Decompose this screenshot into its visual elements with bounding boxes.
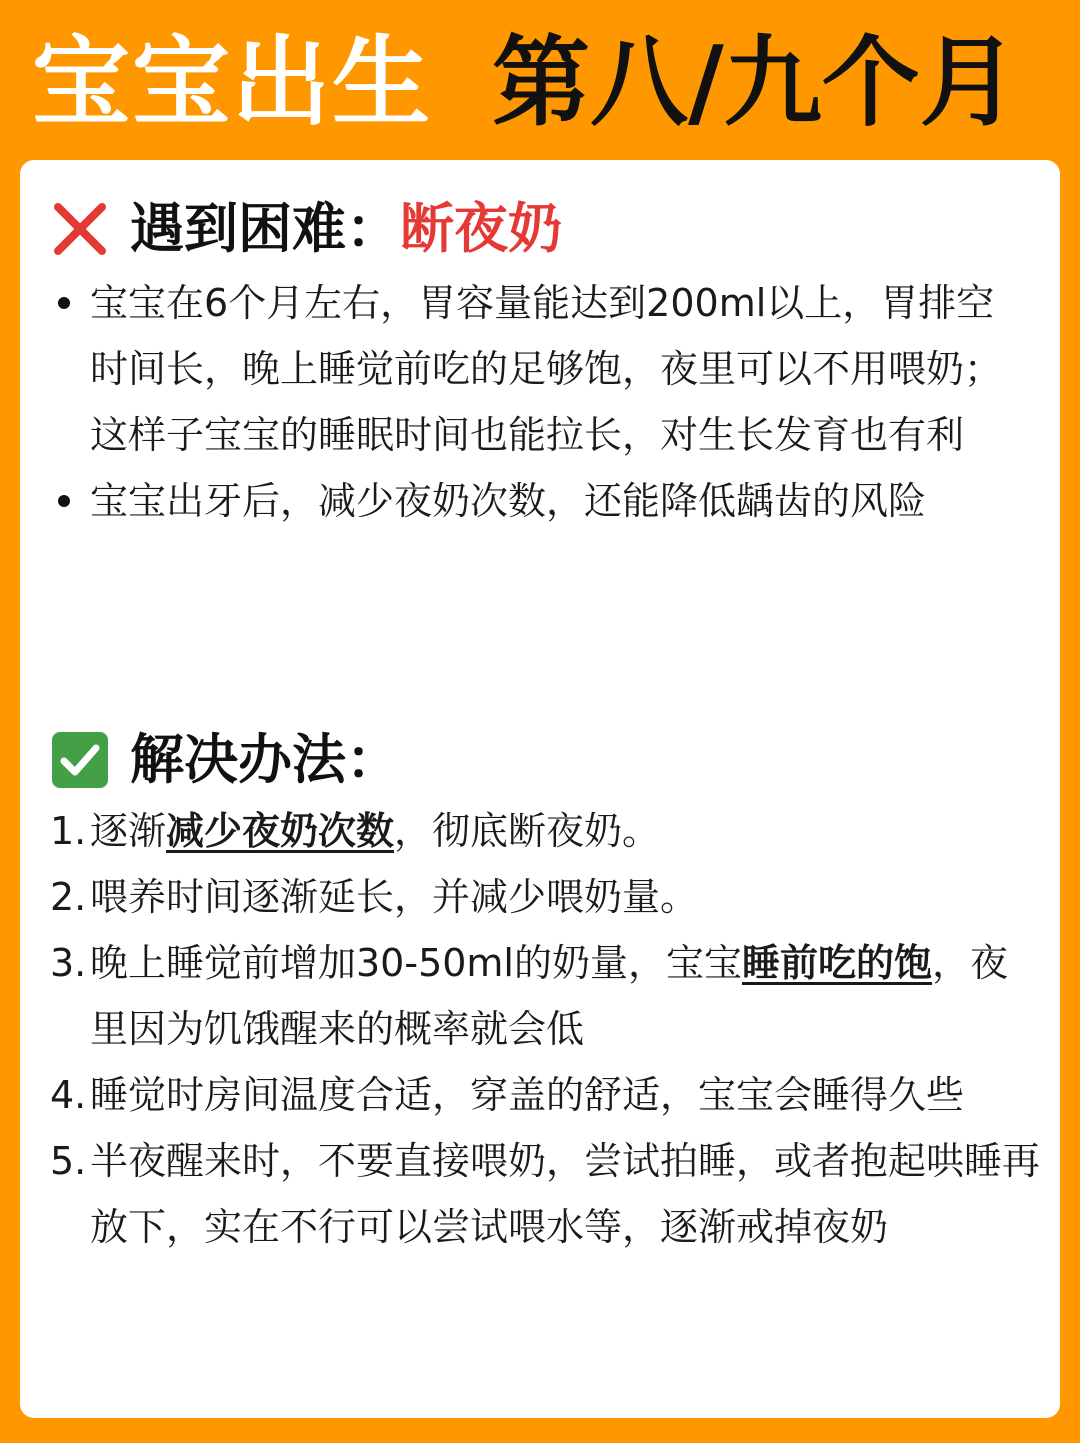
step-number: 4. <box>50 1073 87 1117</box>
step-emphasis: 减少夜奶次数 <box>166 809 395 853</box>
bullet-dot-icon <box>58 495 70 507</box>
step-text-pre: 晚上睡觉前增加30-50ml的奶量，宝宝 <box>90 941 742 985</box>
solution-heading <box>52 725 400 795</box>
cross-mark-icon <box>52 201 108 257</box>
step-text-pre: 喂养时间逐渐延长，并减少喂奶量。 <box>90 875 699 919</box>
bullet-dot-icon <box>58 297 70 309</box>
title-right: 第八/九个月 <box>492 26 1018 140</box>
list-item <box>50 798 1040 864</box>
solution-label: 解决办法： <box>130 728 400 791</box>
list-item <box>50 1062 1040 1128</box>
list-item <box>50 930 1040 1062</box>
list-item <box>52 270 1032 468</box>
problem-label: 遇到困难： <box>130 197 400 260</box>
problem-highlight: 断夜奶 <box>400 197 562 260</box>
step-number: 2. <box>50 875 87 919</box>
step-number: 5. <box>50 1139 87 1183</box>
list-item <box>50 1128 1040 1260</box>
problem-heading <box>52 194 562 264</box>
bullet-text: 宝宝在6个月左右，胃容量能达到200ml以上，胃排空时间长，晚上睡觉前吃的足够饱，夜里可以不用喂奶；这样子宝宝的睡眠时间也能拉长，对生长发育也有利 <box>90 281 1003 457</box>
title-left: 宝宝出生 <box>32 26 433 140</box>
problem-bullet-list <box>52 270 1032 534</box>
bullet-text: 宝宝出牙后，减少夜奶次数，还能降低龋齿的风险 <box>90 479 927 523</box>
solution-step-list <box>50 798 1040 1260</box>
step-text-post: ，夜里因为饥饿醒来的概率就会低 <box>90 941 1009 1051</box>
step-text-pre: 半夜醒来时，不要直接喂奶，尝试拍睡，或者抱起哄睡再放下，实在不行可以尝试喂水等，逐渐戒掉夜奶 <box>90 1139 1041 1249</box>
check-mark-icon <box>52 732 108 788</box>
content-card <box>20 160 1060 1418</box>
header-banner <box>0 0 1080 158</box>
step-text-pre: 睡觉时房间温度合适，穿盖的舒适，宝宝会睡得久些 <box>90 1073 965 1117</box>
step-text-post: ，彻底断夜奶。 <box>394 809 661 853</box>
list-item <box>50 864 1040 930</box>
step-number: 1. <box>50 809 87 853</box>
step-text-pre: 逐渐 <box>90 809 167 853</box>
step-emphasis: 睡前吃的饱 <box>742 941 933 985</box>
list-item <box>52 468 1032 534</box>
step-number: 3. <box>50 941 87 985</box>
